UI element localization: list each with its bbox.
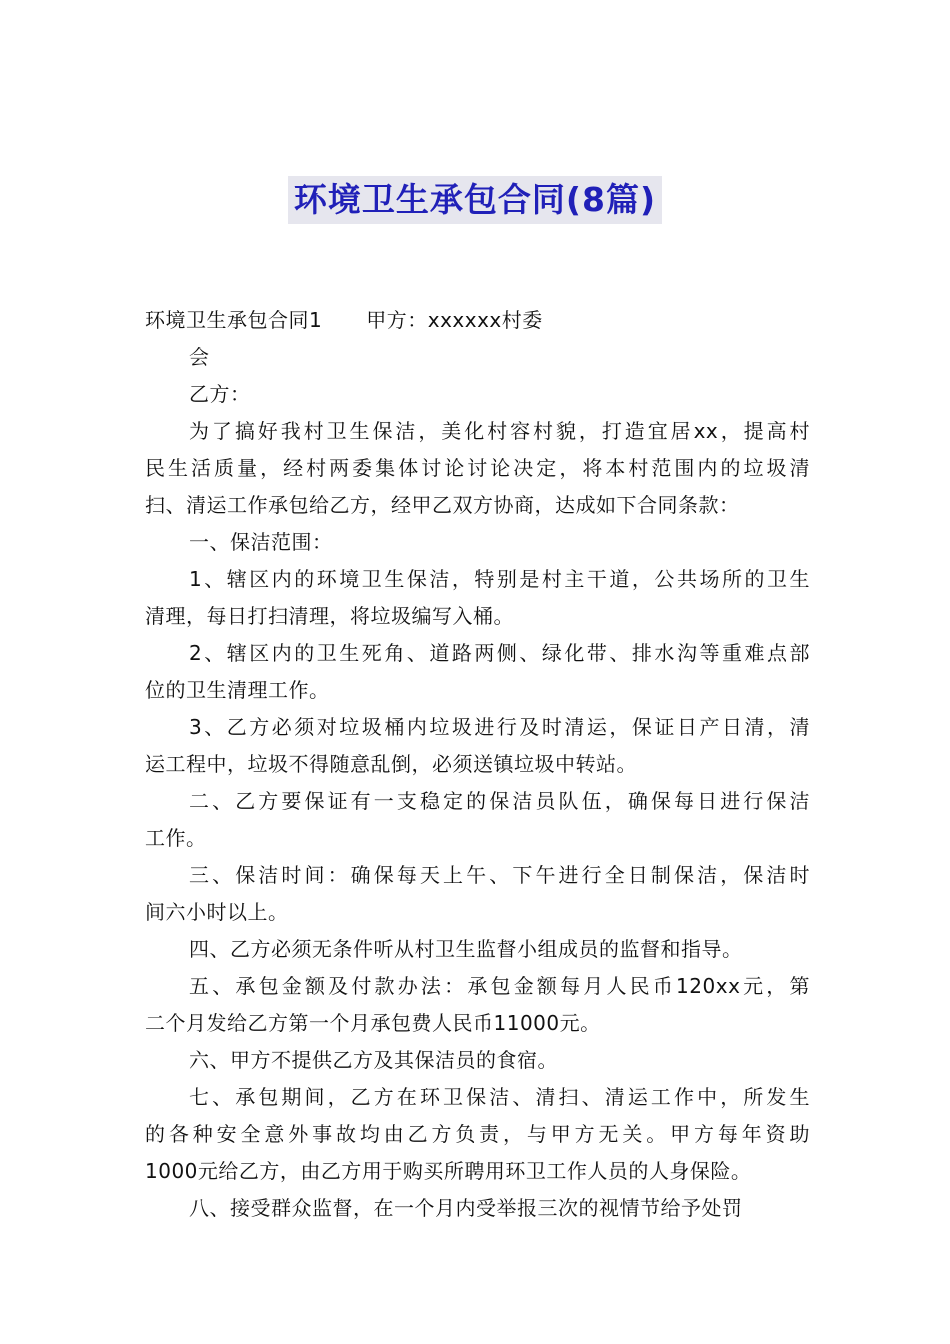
paragraph bbox=[145, 413, 810, 524]
paragraph bbox=[145, 1042, 810, 1079]
paragraph bbox=[145, 635, 810, 709]
section-heading: 环境卫生承包合同1 bbox=[145, 308, 323, 332]
paragraph-line: 四、乙方必须无条件听从村卫生监督小组成员的监督和指导。 bbox=[189, 937, 743, 961]
paragraph-line: 民生活质量，经村两委集体讨论讨论决定，将本村范围内的垃圾清 bbox=[145, 456, 810, 480]
paragraph-line: 3、乙方必须对垃圾桶内垃圾进行及时清运，保证日产日清，清 bbox=[189, 715, 810, 739]
paragraph-line: 七、承包期间，乙方在环卫保洁、清扫、清运工作中，所发生 bbox=[189, 1085, 810, 1109]
party-a-continuation: 会 bbox=[189, 345, 210, 369]
paragraph-line: 三、保洁时间：确保每天上午、下午进行全日制保洁，保洁时 bbox=[189, 863, 810, 887]
paragraph-line: 五、承包金额及付款办法：承包金额每月人民币120xx元，第 bbox=[189, 974, 810, 998]
party-a-label: 甲方：xxxxxx村委 bbox=[366, 308, 543, 332]
paragraph bbox=[145, 709, 810, 783]
paragraph-line: 运工程中，垃圾不得随意乱倒，必须送镇垃圾中转站。 bbox=[145, 752, 637, 776]
paragraph-line: 六、甲方不提供乙方及其保洁员的食宿。 bbox=[189, 1048, 558, 1072]
header-line bbox=[145, 302, 810, 339]
paragraph-line: 的各种安全意外事故均由乙方负责，与甲方无关。甲方每年资助 bbox=[145, 1122, 810, 1146]
paragraph-line: 二、乙方要保证有一支稳定的保洁员队伍，确保每日进行保洁 bbox=[189, 789, 810, 813]
paragraph bbox=[145, 857, 810, 931]
paragraph-line: 1、辖区内的环境卫生保洁，特别是村主干道，公共场所的卫生 bbox=[189, 567, 810, 591]
paragraph-line: 间六小时以上。 bbox=[145, 900, 289, 924]
document-title-text: 环境卫生承包合同(8篇) bbox=[288, 176, 662, 224]
paragraph-line: 位的卫生清理工作。 bbox=[145, 678, 330, 702]
party-b-label: 乙方： bbox=[189, 382, 251, 406]
document-title bbox=[0, 176, 950, 224]
paragraph-line: 二个月发给乙方第一个月承包费人民币11000元。 bbox=[145, 1011, 601, 1035]
paragraph bbox=[145, 931, 810, 968]
document-body bbox=[145, 302, 810, 1227]
paragraph-line: 扫、清运工作承包给乙方，经甲乙双方协商，达成如下合同条款： bbox=[145, 493, 740, 517]
paragraph-line: 一、保洁范围： bbox=[189, 530, 333, 554]
paragraph-line: 2、辖区内的卫生死角、道路两侧、绿化带、排水沟等重难点部 bbox=[189, 641, 810, 665]
paragraph-line: 1000元给乙方，由乙方用于购买所聘用环卫工作人员的人身保险。 bbox=[145, 1159, 752, 1183]
paragraph bbox=[145, 1190, 810, 1227]
paragraph bbox=[145, 968, 810, 1042]
paragraph-line: 工作。 bbox=[145, 826, 207, 850]
paragraph bbox=[145, 783, 810, 857]
paragraph-line: 为了搞好我村卫生保洁，美化村容村貌，打造宜居xx，提高村 bbox=[189, 419, 810, 443]
paragraph bbox=[145, 1079, 810, 1190]
paragraph-line: 八、接受群众监督，在一个月内受举报三次的视情节给予处罚 bbox=[189, 1196, 743, 1220]
paragraph-line: 清理，每日打扫清理，将垃圾编写入桶。 bbox=[145, 604, 514, 628]
paragraph bbox=[145, 561, 810, 635]
paragraph bbox=[145, 524, 810, 561]
